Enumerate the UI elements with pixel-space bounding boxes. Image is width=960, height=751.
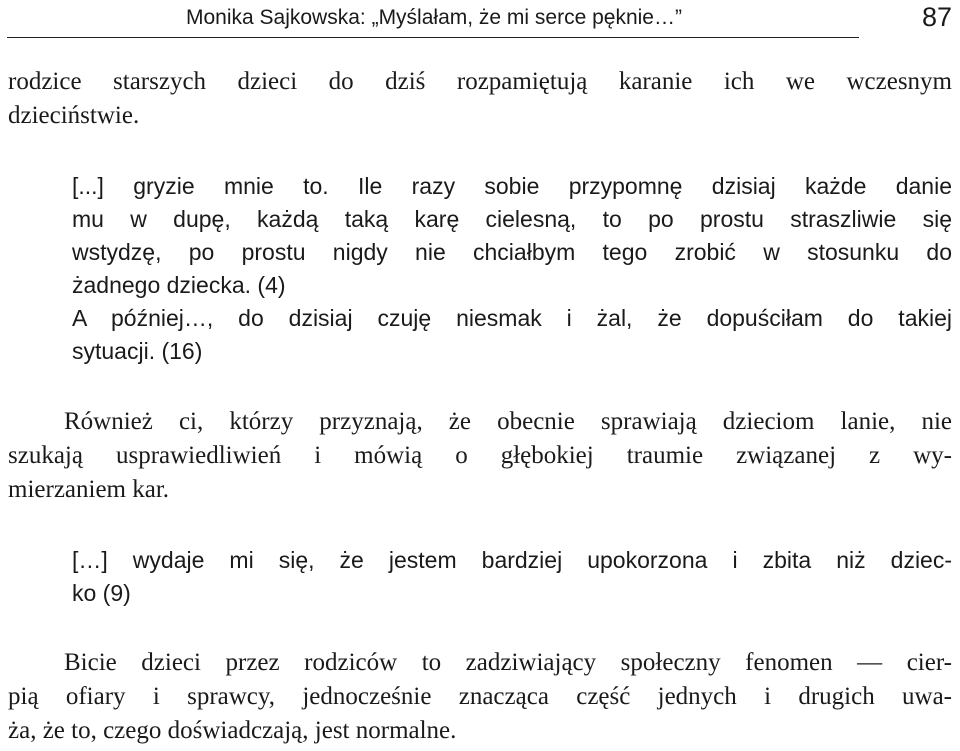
body-line: dzieciństwie. <box>8 102 140 129</box>
quote-line: […] wydaje mi się, że jestem bardziej upokorzona i zbita niż dziec- <box>72 547 952 573</box>
quote-line: [...] gryzie mnie to. Ile razy sobie przypomnę dzisiaj każde danie <box>72 173 952 199</box>
body-line: Bicie dzieci przez rodziców to zadziwiający społeczny fenomen — cier- <box>64 649 952 676</box>
body-line: pią ofiary i sprawcy, jednocześnie znacząca część jednych i drugich uwa- <box>8 683 952 710</box>
page-number: 87 <box>921 2 952 32</box>
body-line: Również ci, którzy przyznają, że obecnie sprawiają dzieciom lanie, nie <box>64 408 952 435</box>
body-line: szukają usprawiedliwień i mówią o głębokiej traumie związanej z wy- <box>8 442 952 469</box>
body-line: ża, że to, czego doświadczają, jest normalne. <box>8 717 457 744</box>
running-title: Monika Sajkowska: „Myślałam, że mi serce pęknie…” <box>186 6 682 29</box>
quote-line: A później…, do dzisiaj czuję niesmak i żal, że dopuściłam do takiej <box>72 305 952 331</box>
running-header <box>0 0 960 40</box>
header-rule <box>7 37 859 38</box>
body-line: mierzaniem kar. <box>8 476 170 503</box>
quote-line: mu w dupę, każdą taką karę cielesną, to po prostu straszliwie się <box>72 206 952 232</box>
quote-line: żadnego dziecka. (4) <box>72 272 286 298</box>
quote-line: ko (9) <box>72 580 131 606</box>
quote-line: wstydzę, po prostu nigdy nie chciałbym tego zrobić w stosunku do <box>72 239 952 265</box>
quote-line: sytuacji. (16) <box>72 338 203 364</box>
body-line: rodzice starszych dzieci do dziś rozpamiętują karanie ich we wczesnym <box>8 68 952 95</box>
